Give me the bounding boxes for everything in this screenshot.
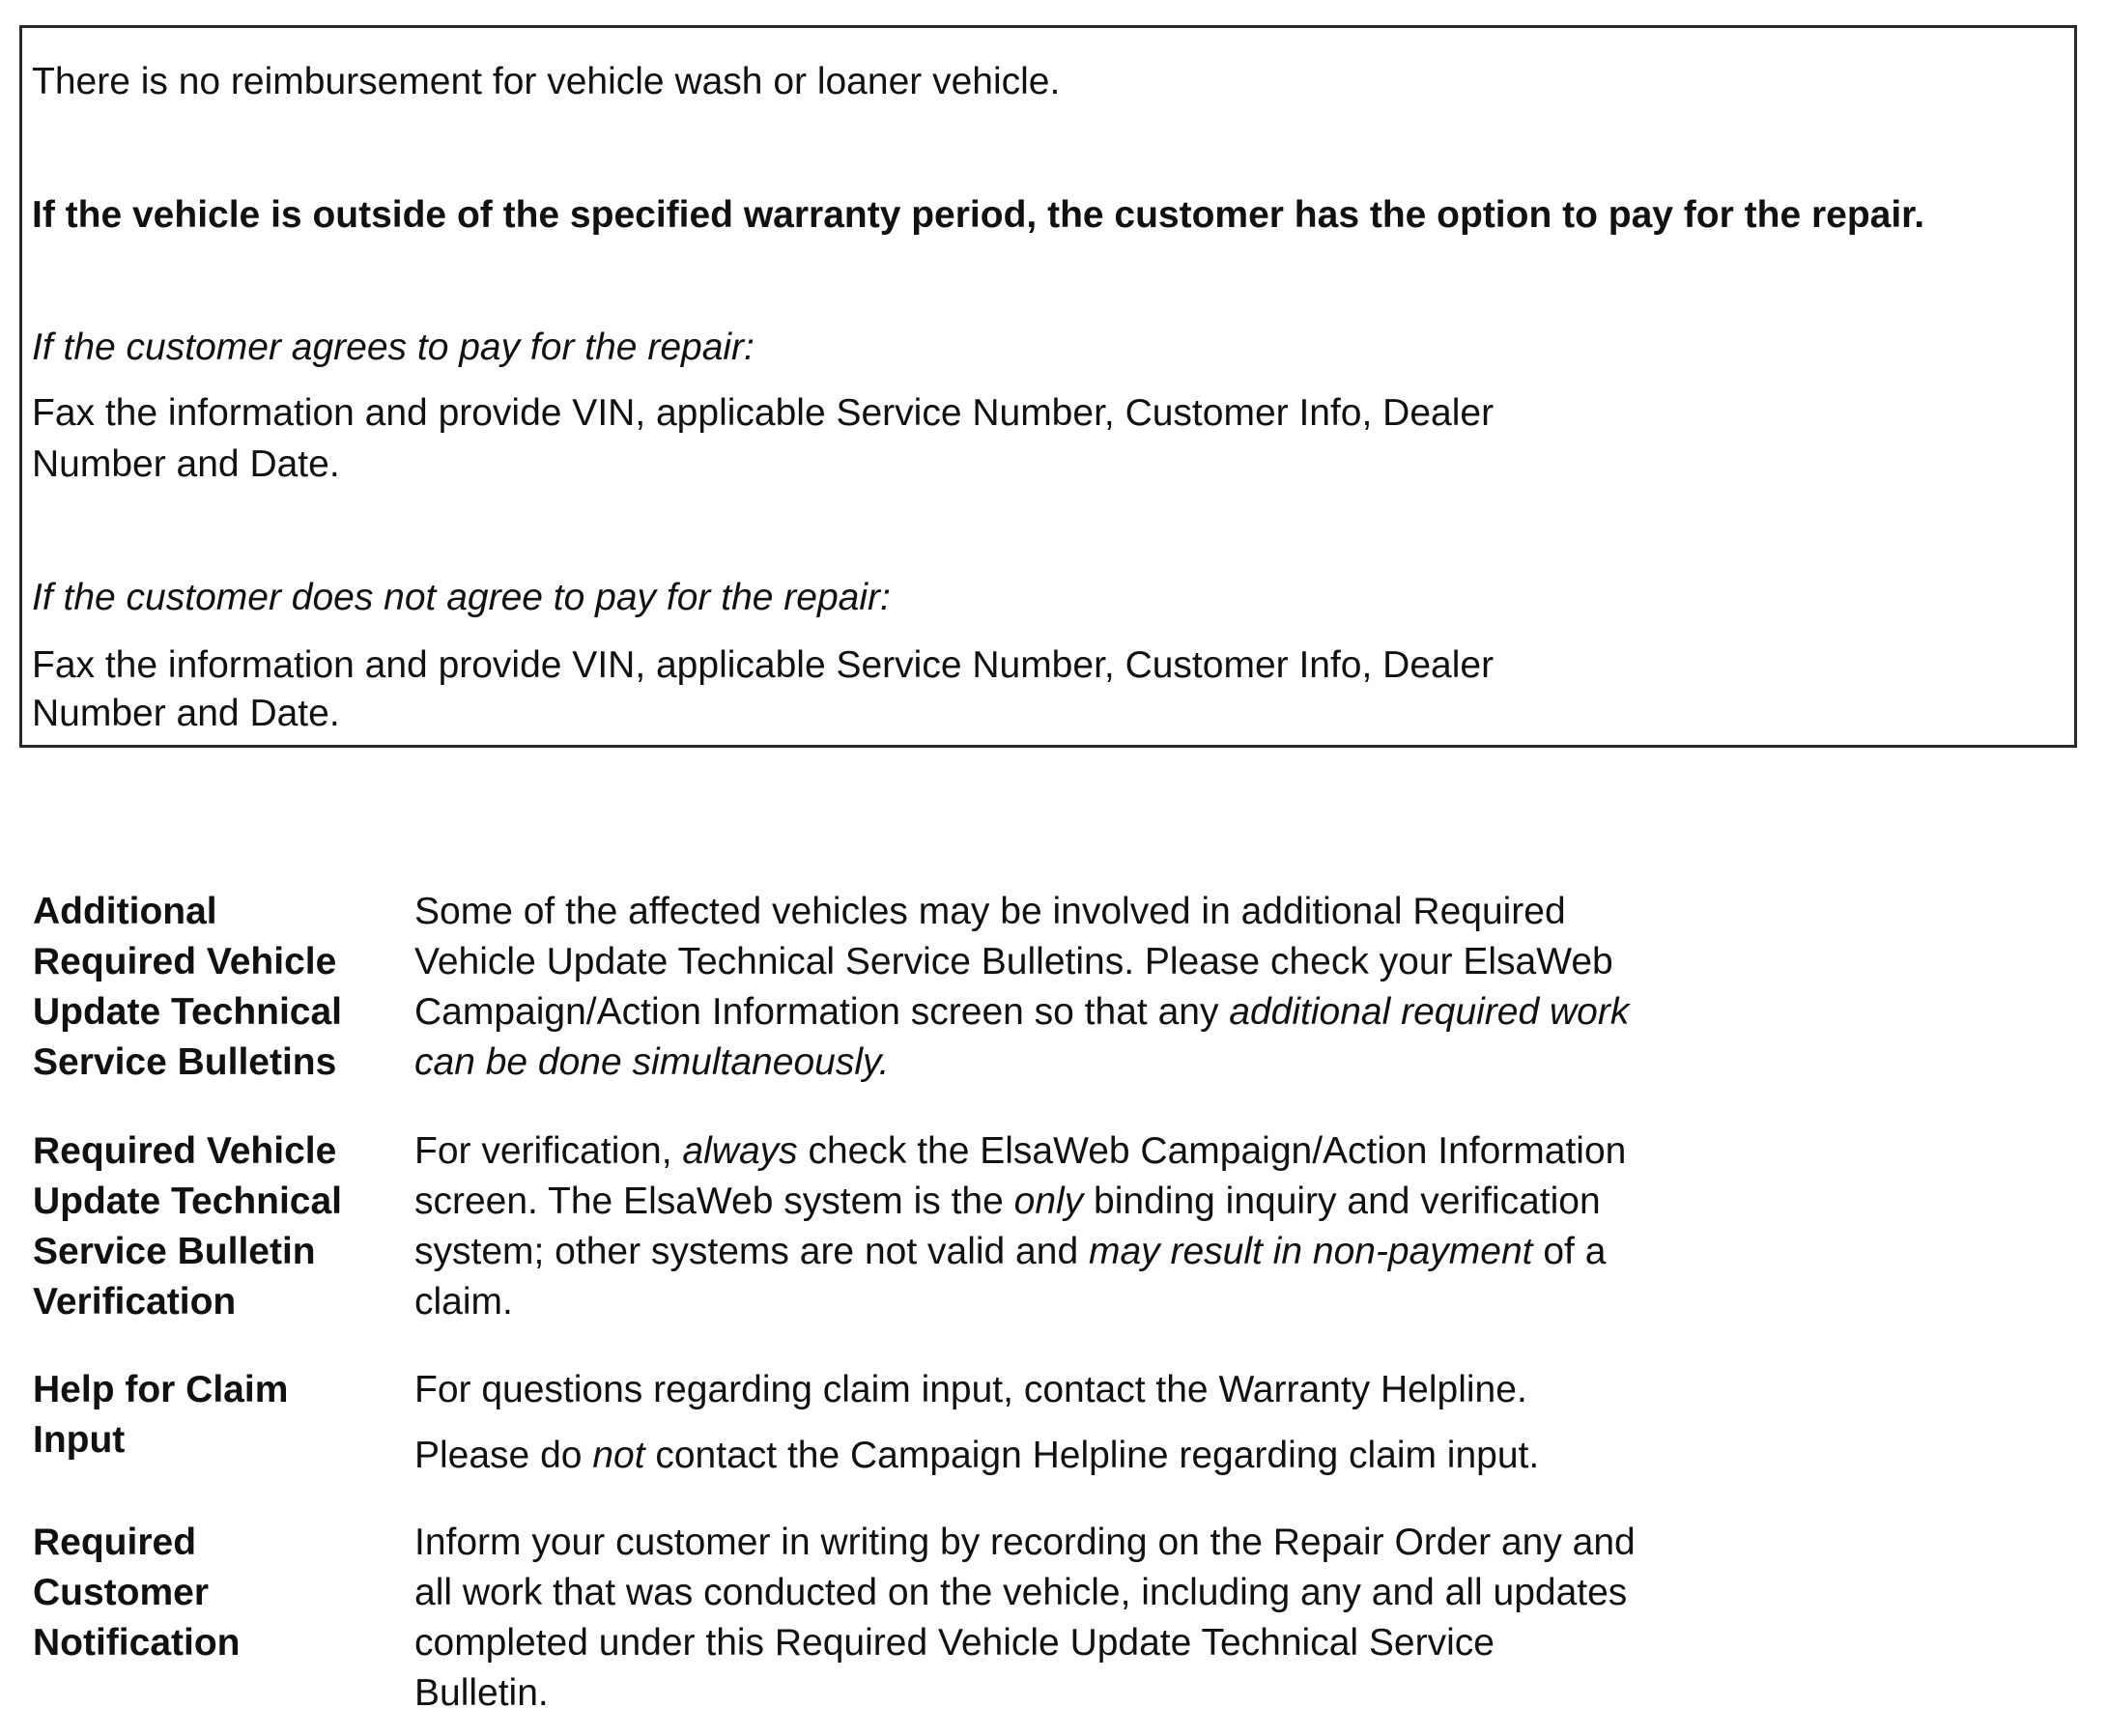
no-reimbursement-text: There is no reimbursement for vehicle wash or loaner vehicle. [32, 61, 1061, 102]
section-verification-term: Required Vehicle Update Technical Service Bulletin Verification [33, 1130, 343, 1323]
agrees-text-line1: Fax the information and provide VIN, applicable Service Number, Customer Info, Dealer [32, 392, 1495, 434]
agrees-text-line2: Number and Date. [32, 443, 340, 485]
section-verification-text: For verification, always check the ElsaWeb Campaign/Action Information screen. The ElsaWeb system is the only binding inquiry and verification system; other systems are not valid and may result in non-payment of a claim. [414, 1130, 1627, 1323]
not-agree-text-line1: Fax the information and provide VIN, applicable Service Number, Customer Info, Dealer [32, 644, 1495, 686]
not-agree-heading: If the customer does not agree to pay for the repair: [32, 577, 891, 618]
agrees-heading: If the customer agrees to pay for the repair: [32, 327, 755, 368]
not-agree-text-line2: Number and Date. [32, 693, 340, 734]
section-additional-text: Some of the affected vehicles may be involved in additional Required Vehicle Update Technical Service Bulletins. Please check your ElsaWeb Campaign/Action Information screen so that any additional required work can be done simultaneously. [414, 891, 1630, 1083]
section-notification-text: Inform your customer in writing by recording on the Repair Order any and all work that was conducted on the vehicle, including any and all updates completed under this Required Vehicle Update Technical Service Bulletin. [414, 1522, 1636, 1714]
section-additional-term: Additional Required Vehicle Update Technical Service Bulletins [33, 891, 343, 1083]
section-help-term: Help for Claim Input [33, 1369, 289, 1461]
outside-warranty-text: If the vehicle is outside of the specified warranty period, the customer has the option to pay for the repair. [32, 194, 1925, 236]
section-notification-term: Required Customer Notification [33, 1522, 241, 1664]
section-help-text: For questions regarding claim input, contact the Warranty Helpline. Please do not contact the Campaign Helpline regarding claim input. [414, 1369, 1540, 1476]
